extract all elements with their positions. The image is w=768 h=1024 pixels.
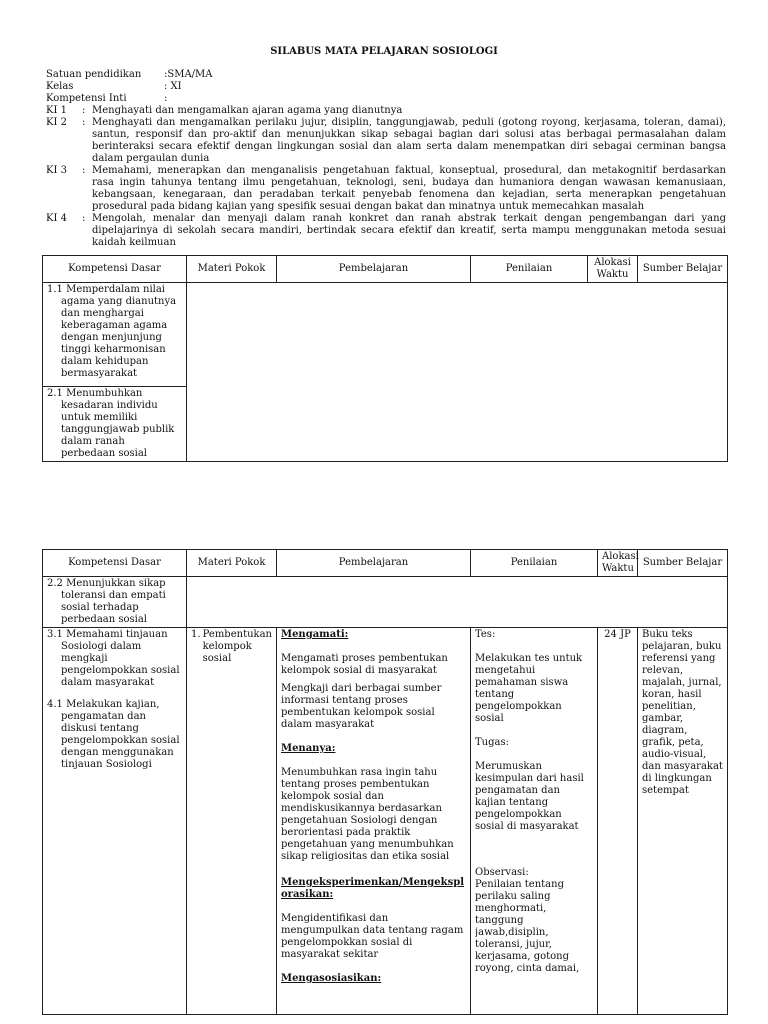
meta-row-kelas bbox=[46, 81, 726, 93]
menanya-heading: Menanya: bbox=[281, 743, 336, 754]
menanya-text-1: Menumbuhkan rasa ingin tahu tentang proses pembentukan kelompok sosial dan mendiskusikannya berdasarkan pengetahuan Sosiologi dengan berorientasi pada praktik pengetahuan yang menumbuhkan sikap religiositas dan etika sosial bbox=[281, 767, 454, 862]
meta-label: Kelas bbox=[46, 81, 74, 92]
materi-content bbox=[191, 629, 272, 1013]
meta-label: Satuan pendidikan bbox=[46, 69, 142, 80]
kd-4-1: 4.1 Melakukan kajian, pengamatan dan diskusi tentang pengelompokkan sosial dengan menggunakan tinjauan Sosiologi bbox=[47, 699, 180, 770]
empty-cell bbox=[187, 577, 728, 628]
sumber-text: Buku teks pelajaran, buku referensi yang relevan, majalah, jurnal, koran, hasil penelitian, gambar, diagram, grafik, peta, audio-visual, dan masyarakat di lingkungan setempat bbox=[642, 629, 723, 796]
meta-value: : bbox=[164, 93, 168, 104]
ki-colon: : bbox=[82, 105, 86, 116]
header-sumber-belajar: Sumber Belajar bbox=[638, 256, 728, 283]
ki-colon: : bbox=[82, 117, 86, 128]
kd-1-1: 1.1 Memperdalam nilai agama yang dianutnya dan menghargai keberagaman agama dengan menjunjung tinggi keharmonisan dalam kehidupan bermasyarakat bbox=[47, 284, 177, 379]
header-materi-pokok: Materi Pokok bbox=[187, 256, 277, 283]
header-pembelajaran: Pembelajaran bbox=[277, 550, 471, 577]
mengamati-text-2: Mengkaji dari berbagai sumber informasi tentang proses pembentukan kelompok sosial dalam masyarakat bbox=[281, 683, 442, 730]
observasi-heading: Observasi: bbox=[475, 867, 529, 878]
ki-code: KI 3 bbox=[46, 165, 67, 176]
ki-code: KI 2 bbox=[46, 117, 67, 128]
meta-value: : XI bbox=[164, 81, 182, 92]
syllabus-table-2 bbox=[42, 549, 728, 1015]
mengamati-heading: Mengamati: bbox=[281, 629, 349, 640]
table-row bbox=[43, 628, 728, 1015]
header-kompetensi-dasar: Kompetensi Dasar bbox=[43, 256, 187, 283]
pembelajaran-content bbox=[281, 629, 466, 1013]
meta-label: Kompetensi Inti bbox=[46, 93, 127, 104]
eksperimen-text-1: Mengidentifikasi dan mengumpulkan data tentang ragam pengelompokkan sosial di masyarakat sekitar bbox=[281, 913, 464, 960]
table-header-row bbox=[43, 550, 728, 577]
kd-2-2: 2.2 Menunjukkan sikap toleransi dan empati sosial terhadap perbedaan sosial bbox=[47, 578, 166, 625]
materi-cell bbox=[187, 628, 277, 1015]
tugas-heading: Tugas: bbox=[475, 737, 509, 748]
header-penilaian: Penilaian bbox=[471, 550, 598, 577]
page-title: SILABUS MATA PELAJARAN SOSIOLOGI bbox=[270, 46, 498, 57]
ki-text: Mengolah, menalar dan menyaji dalam ranah konkret dan ranah abstrak terkait dengan pengembangan dari yang dipelajarinya di sekolah secara mandiri, bertindak secara efektif dan kreatif, serta mampu menggunakan metoda sesuai kaidah keilmuan bbox=[92, 213, 726, 248]
kd-cell bbox=[43, 577, 187, 628]
ki-colon: : bbox=[82, 213, 86, 224]
ki-item bbox=[46, 105, 726, 117]
table-header-row bbox=[43, 256, 728, 283]
header-materi-pokok: Materi Pokok bbox=[187, 550, 277, 577]
table-row bbox=[43, 283, 728, 387]
meta-value: :SMA/MA bbox=[164, 69, 213, 80]
materi-number: 1. bbox=[191, 629, 201, 640]
materi-text: Pembentukan kelompok sosial bbox=[202, 629, 272, 664]
syllabus-meta bbox=[46, 69, 726, 249]
kd-2-1: 2.1 Menumbuhkan kesadaran individu untuk memiliki tanggungjawab publik dalam ranah perbedaan sosial bbox=[47, 388, 175, 459]
ki-item bbox=[46, 213, 726, 249]
alokasi-cell bbox=[598, 628, 638, 1015]
eksperimen-heading: Mengeksperimenkan/Mengeksplorasikan: bbox=[281, 877, 464, 900]
kd-cell-content bbox=[47, 629, 182, 1013]
sumber-cell bbox=[638, 628, 728, 1015]
ki-text: Memahami, menerapkan dan menganalisis pengetahuan faktual, konseptual, prosedural, dan metakognitif berdasarkan rasa ingin tahunya tentang ilmu pengetahuan, teknologi, seni, budaya dan humaniora dengan wawasan kemanusiaan, kebangsaan, kenegaraan, dan peradaban terkait penyebab fenomena dan kejadian, serta menerapkan pengetahuan prosedural pada bidang kajian yang spesifik sesuai dengan bakat dan minatnya untuk memecahkan masalah bbox=[92, 165, 726, 212]
kd-cell bbox=[43, 387, 187, 462]
empty-cell bbox=[187, 283, 728, 462]
header-penilaian: Penilaian bbox=[471, 256, 588, 283]
sumber-content bbox=[642, 629, 723, 1013]
ki-text: Menghayati dan mengamalkan ajaran agama yang dianutnya bbox=[92, 105, 403, 116]
ki-code: KI 1 bbox=[46, 105, 67, 116]
penilaian-content bbox=[475, 629, 593, 1013]
table-row bbox=[43, 577, 728, 628]
tugas-text-1: Merumuskan kesimpulan dari hasil pengamatan dan kajian tentang pengelompokkan sosial di masyarakat bbox=[475, 761, 584, 832]
kd-cell bbox=[43, 628, 187, 1015]
observasi-text-1: Penilaian tentang perilaku saling menghormati, tanggung jawab,disiplin, toleransi, jujur, kerjasama, gotong royong, cinta damai, bbox=[475, 879, 580, 974]
ki-item bbox=[46, 165, 726, 213]
ki-code: KI 4 bbox=[46, 213, 67, 224]
ki-colon: : bbox=[82, 165, 86, 176]
header-alokasi-waktu: Alokasi Waktu bbox=[588, 256, 638, 283]
ki-text: Menghayati dan mengamalkan perilaku jujur, disiplin, tanggungjawab, peduli (gotong royong, kerjasama, toleran, damai), santun, responsif dan pro-aktif dan menunjukkan sikap sebagai bagian dari solusi atas berbagai permasalahan dalam berinteraksi secara efektif dengan lingkungan sosial dan alam serta dalam menempatkan diri sebagai cerminan bangsa dalam pergaulan dunia bbox=[92, 117, 726, 164]
kd-3-1: 3.1 Memahami tinjauan Sosiologi dalam mengkaji pengelompokkan sosial dalam masyarakat bbox=[47, 629, 180, 688]
alokasi-value: 24 JP bbox=[604, 629, 631, 640]
tes-text-1: Melakukan tes untuk mengetahui pemahaman siswa tentang pengelompokkan sosial bbox=[475, 653, 583, 724]
header-alokasi-waktu: Alokasi Waktu bbox=[598, 550, 638, 577]
ki-item bbox=[46, 117, 726, 165]
syllabus-table-1 bbox=[42, 255, 728, 462]
header-pembelajaran: Pembelajaran bbox=[277, 256, 471, 283]
asosiasi-heading: Mengasosiasikan: bbox=[281, 973, 382, 984]
kd-cell bbox=[43, 283, 187, 387]
mengamati-text-1: Mengamati proses pembentukan kelompok sosial di masyarakat bbox=[281, 653, 448, 676]
header-kompetensi-dasar: Kompetensi Dasar bbox=[43, 550, 187, 577]
pembelajaran-cell bbox=[277, 628, 471, 1015]
meta-row-ki bbox=[46, 93, 726, 105]
header-sumber-belajar: Sumber Belajar bbox=[638, 550, 728, 577]
tes-heading: Tes: bbox=[475, 629, 496, 640]
penilaian-cell bbox=[471, 628, 598, 1015]
meta-row-satuan bbox=[46, 69, 726, 81]
